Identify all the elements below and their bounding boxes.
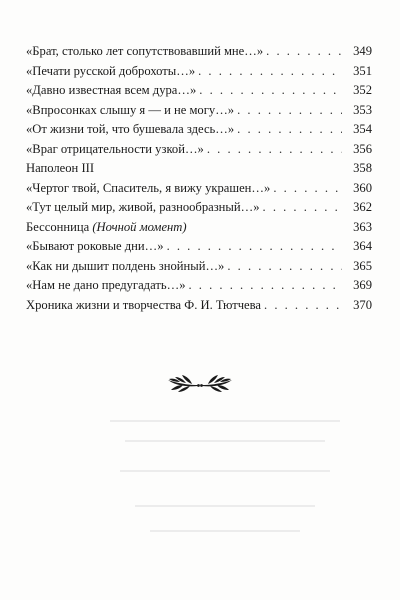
toc-entry — [26, 276, 372, 296]
toc-page-number: 358 — [353, 161, 372, 175]
toc-entry — [26, 218, 372, 238]
toc-page-number: 353 — [353, 102, 372, 117]
toc-entry-title: «Бывают роковые дни…» — [26, 239, 164, 253]
dot-leader — [207, 140, 342, 160]
toc-entry-title: «Как ни дышит полдень знойный…» — [26, 258, 225, 273]
dot-leader — [263, 198, 342, 218]
dot-leader — [198, 62, 342, 82]
toc-entry-title: «Тут целый мир, живой, разнообразный…» — [26, 200, 260, 214]
toc-entry — [26, 257, 372, 277]
toc-page-number: 365 — [353, 258, 372, 273]
toc-entry — [26, 198, 372, 218]
toc-page-number: 363 — [353, 219, 372, 234]
dot-leader — [189, 276, 343, 296]
toc-entry — [26, 42, 372, 62]
toc-page-number: 364 — [353, 239, 372, 253]
toc-entry — [26, 120, 372, 140]
dot-leader — [167, 237, 342, 257]
laurel-ornament-icon — [162, 373, 238, 395]
dot-leader — [237, 120, 342, 140]
table-of-contents — [26, 42, 372, 315]
toc-entry — [26, 296, 372, 316]
toc-page-number: 360 — [353, 180, 372, 195]
toc-entry-title: «Впросонках слышу я — и не могу…» — [26, 102, 235, 117]
toc-page-number: 354 — [353, 122, 372, 136]
toc-entry-title: Бессонница (Ночной момент) — [26, 219, 187, 234]
toc-page-number: 352 — [353, 83, 372, 97]
dot-leader — [237, 101, 342, 121]
toc-entry-title: «Враг отрицательности узкой…» — [26, 141, 204, 156]
toc-entry-title: Наполеон III — [26, 161, 95, 175]
toc-page-number: 370 — [353, 297, 372, 312]
bleed-through-line — [135, 505, 315, 507]
toc-entry-title: Хроника жизни и творчества Ф. И. Тютчева — [26, 297, 262, 312]
toc-page-number: 351 — [353, 63, 372, 78]
toc-entry-title: «Давно известная всем дура…» — [26, 83, 197, 97]
toc-entry-title: «Брат, столько лет сопутствовавший мне…» — [26, 44, 264, 58]
bleed-through-line — [150, 530, 300, 532]
toc-entry-title: «От жизни той, что бушевала здесь…» — [26, 122, 235, 136]
toc-page-number: 349 — [353, 44, 372, 58]
toc-entry-title: «Нам не дано предугадать…» — [26, 278, 186, 292]
toc-page-number: 362 — [353, 200, 372, 214]
toc-entry — [26, 179, 372, 199]
dot-leader — [273, 179, 342, 199]
bleed-through-line — [120, 470, 330, 472]
dot-leader — [266, 42, 342, 62]
toc-entry — [26, 237, 372, 257]
toc-entry — [26, 101, 372, 121]
toc-entry — [26, 140, 372, 160]
dot-leader — [227, 257, 342, 277]
toc-entry — [26, 159, 372, 179]
toc-page-number: 356 — [353, 141, 372, 156]
toc-page-number: 369 — [353, 278, 372, 292]
toc-entry — [26, 81, 372, 101]
toc-entry-title: «Чертог твой, Спаситель, я вижу украшен…» — [26, 180, 271, 195]
dot-leader — [264, 296, 342, 316]
toc-entry-title: «Печати русской доброхоты…» — [26, 63, 196, 78]
dot-leader — [199, 81, 342, 101]
toc-entry — [26, 62, 372, 82]
bleed-through-line — [110, 420, 340, 422]
bleed-through-line — [125, 440, 325, 442]
